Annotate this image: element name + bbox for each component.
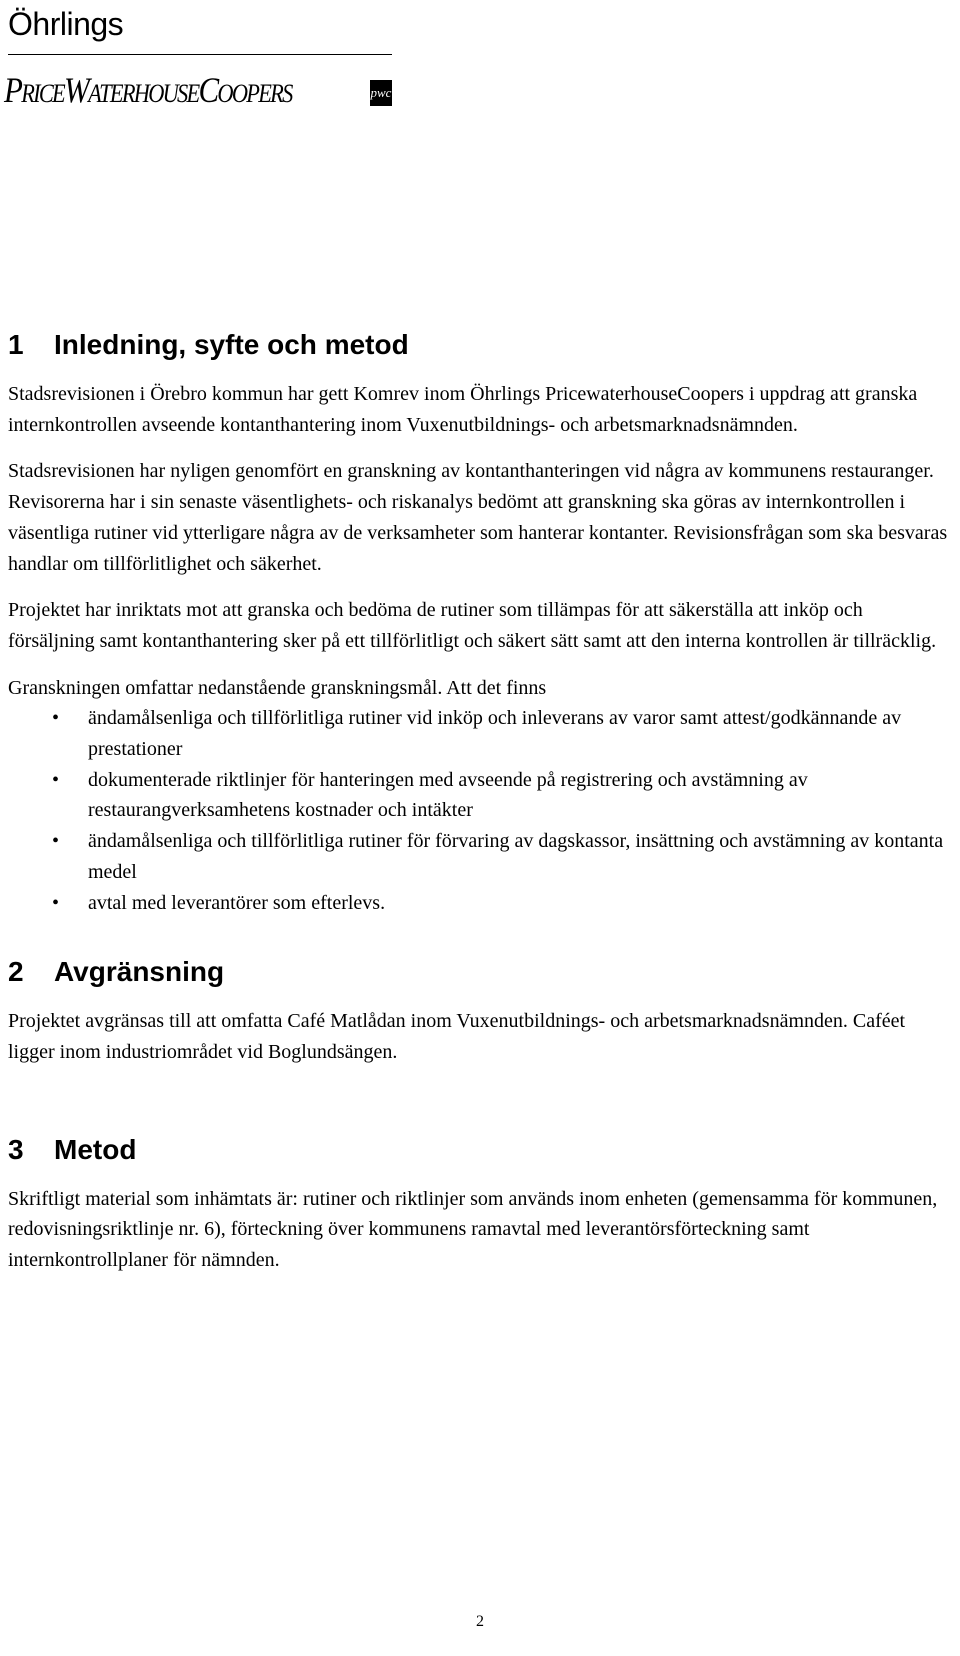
section-title: Inledning, syfte och metod [54, 329, 409, 360]
bullet-icon: • [52, 830, 60, 853]
section-number: 1 [8, 329, 24, 360]
objectives-list [8, 703, 952, 918]
section-heading [8, 327, 952, 363]
document-body [8, 327, 952, 1292]
section-method [8, 1132, 952, 1276]
company-logo: PRICEWATERHOUSECOOPERS [4, 70, 292, 110]
section-number: 3 [8, 1133, 24, 1165]
section-introduction [8, 327, 952, 918]
list-item [8, 888, 952, 919]
paragraph: Granskningen omfattar nedanstående granskningsmål. Att det finns [8, 676, 547, 699]
list-item [8, 703, 952, 764]
section-number: 2 [8, 956, 24, 988]
registered-seal-icon: pwc [370, 80, 392, 106]
paragraph: Projektet har inriktats mot att granska och bedöma de rutiner som tillämpas för att säkerställa att inköp och försäljning samt kontanthantering sker på ett tillförlitligt och säkert sätt samt att den interna kontrollen är tillräcklig. [8, 599, 937, 652]
section-title: Avgränsning [54, 956, 225, 988]
section-title: Metod [54, 1133, 137, 1165]
list-item-text: dokumenterade riktlinjer för hanteringen med avseende på registrering och avstämning av restaurangverksamhetens kostnader och intäkter [88, 768, 808, 822]
bullet-icon: • [52, 707, 60, 730]
bullet-icon: • [52, 768, 60, 791]
paragraph: Stadsrevisionen i Örebro kommun har gett Komrev inom Öhrlings PricewaterhouseCoopers i uppdrag att granska internkontrollen avseende kontanthantering inom Vuxenutbildnings- och arbetsmarknadsnämnden. [8, 383, 918, 436]
list-item-text: ändamålsenliga och tillförlitliga rutiner för förvaring av dagskassor, insättning och avstämning av kontanta medel [88, 830, 944, 883]
section-heading [8, 954, 952, 990]
list-item [8, 765, 952, 826]
page-number: 2 [476, 1613, 484, 1630]
list-item [8, 826, 952, 887]
paragraph: Projektet avgränsas till att omfatta Café Matlådan inom Vuxenutbildnings- och arbetsmarknadsnämnden. Caféet ligger inom industriområdet vid Boglundsängen. [8, 1010, 906, 1063]
list-item-text: ändamålsenliga och tillförlitliga rutiner vid inköp och inleverans av varor samt attest/godkännande av prestationer [88, 707, 902, 761]
subbrand-logo-text: Öhrlings [8, 6, 124, 42]
list-item-text: avtal med leverantörer som efterlevs. [88, 891, 386, 914]
page-header [0, 0, 400, 130]
paragraph: Skriftligt material som inhämtats är: rutiner och riktlinjer som används inom enheten (gemensamma för kommunen, redovisningsriktlinje nr. 6), förteckning över kommunens ramavtal med leverantörsförteckning samt internkontrollplaner för nämnden. [8, 1187, 938, 1272]
section-scope [8, 954, 952, 1067]
paragraph: Stadsrevisionen har nyligen genomfört en granskning av kontanthanteringen vid några av kommunens restauranger. Revisorerna har i sin senaste väsentlighets- och riskanalys bedömt att granskning ska göras av internkontrollen i väsentliga rutiner vid ytterligare några av de verksamheter som hanterar kontanter. Revisionsfrågan som ska besvaras handlar om tillförlitlighet och säkerhet. [8, 460, 948, 575]
header-divider [8, 54, 392, 55]
section-heading [8, 1132, 952, 1168]
bullet-icon: • [52, 891, 60, 914]
